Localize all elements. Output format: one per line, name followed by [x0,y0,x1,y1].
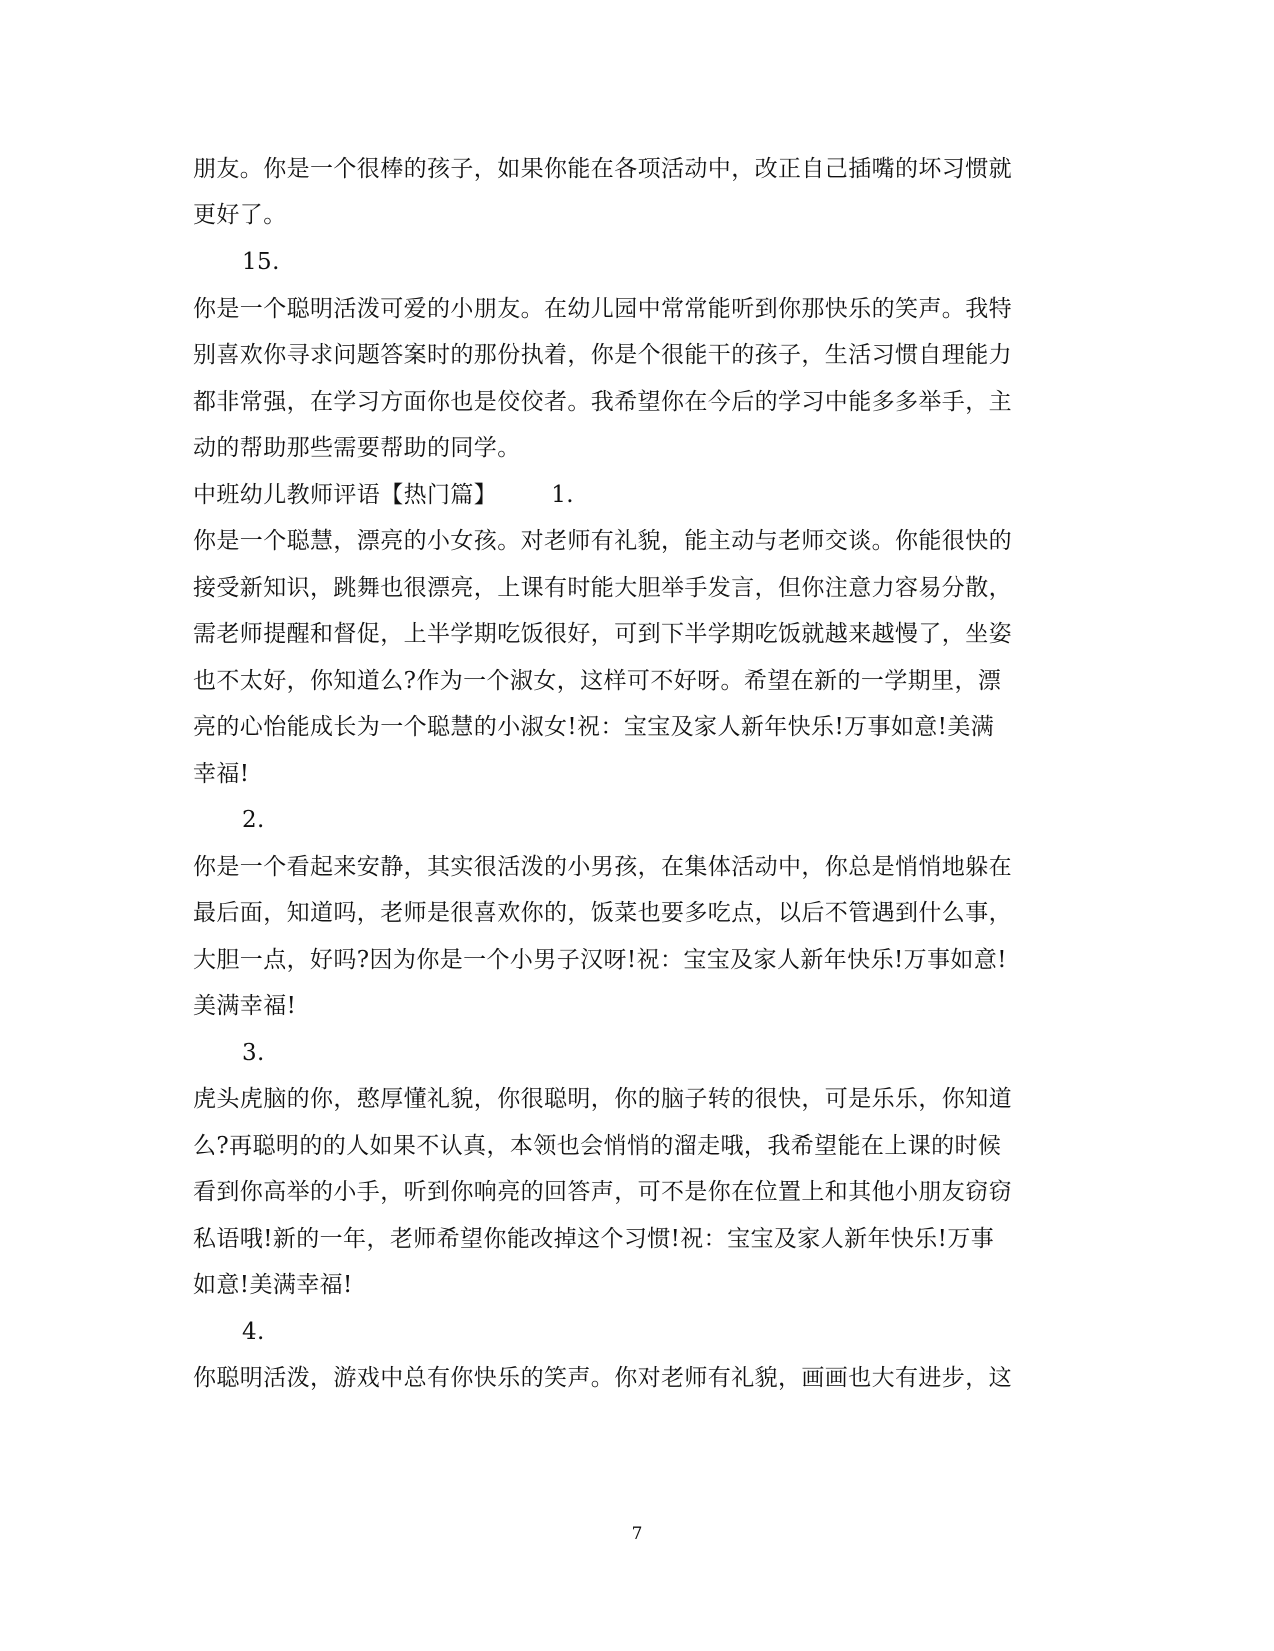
paragraph-line: 都非常强，在学习方面你也是佼佼者。我希望你在今后的学习中能多多举手，主 [193,389,1012,415]
page-number: 7 [631,1524,643,1544]
paragraph-line: 私语哦!新的一年，老师希望你能改掉这个习惯!祝：宝宝及家人新年快乐!万事 [193,1226,995,1252]
paragraph-line: 更好了。 [193,202,287,228]
paragraph-line: 美满幸福! [193,993,297,1019]
paragraph-line: 朋友。你是一个很棒的孩子，如果你能在各项活动中，改正自己插嘴的坏习惯就 [193,156,1012,182]
item-number: 15. [242,249,280,275]
paragraph-line: 动的帮助那些需要帮助的同学。 [193,435,521,461]
section-heading [193,480,574,510]
paragraph-line: 你是一个看起来安静，其实很活泼的小男孩，在集体活动中，你总是悄悄地躲在 [193,854,1012,880]
paragraph-line: 你是一个聪明活泼可爱的小朋友。在幼儿园中常常能听到你那快乐的笑声。我特 [193,296,1012,322]
paragraph-line: 你是一个聪慧，漂亮的小女孩。对老师有礼貌，能主动与老师交谈。你能很快的 [193,528,1012,554]
paragraph-line: 也不太好，你知道么?作为一个淑女，这样可不好呀。希望在新的一学期里，漂 [193,668,1002,694]
paragraph-line: 需老师提醒和督促，上半学期吃饭很好，可到下半学期吃饭就越来越慢了，坐姿 [193,621,1012,647]
item-number: 2. [242,807,265,833]
paragraph-line: 你聪明活泼，游戏中总有你快乐的笑声。你对老师有礼貌，画画也大有进步，这 [193,1365,1012,1391]
item-number: 3. [242,1040,265,1066]
paragraph-line: 么?再聪明的的人如果不认真，本领也会悄悄的溜走哦，我希望能在上课的时候 [193,1133,1002,1159]
paragraph-line: 大胆一点，好吗?因为你是一个小男子汉呀!祝：宝宝及家人新年快乐!万事如意! [193,947,1007,973]
section-title: 中班幼儿教师评语【热门篇】 [193,482,498,508]
item-number: 4. [242,1319,265,1345]
paragraph-line: 幸福! [193,761,250,787]
item-number: 1. [551,482,574,508]
paragraph-line: 看到你高举的小手，听到你响亮的回答声，可不是你在位置上和其他小朋友窃窃 [193,1179,1012,1205]
paragraph-line: 最后面，知道吗，老师是很喜欢你的，饭菜也要多吃点，以后不管遇到什么事， [193,900,1012,926]
paragraph-line: 亮的心怡能成长为一个聪慧的小淑女!祝：宝宝及家人新年快乐!万事如意!美满 [193,714,995,740]
paragraph-line: 接受新知识，跳舞也很漂亮，上课有时能大胆举手发言，但你注意力容易分散， [193,575,1012,601]
paragraph-line: 虎头虎脑的你，憨厚懂礼貌，你很聪明，你的脑子转的很快，可是乐乐，你知道 [193,1086,1012,1112]
paragraph-line: 别喜欢你寻求问题答案时的那份执着，你是个很能干的孩子，生活习惯自理能力 [193,342,1012,368]
paragraph-line: 如意!美满幸福! [193,1272,353,1298]
